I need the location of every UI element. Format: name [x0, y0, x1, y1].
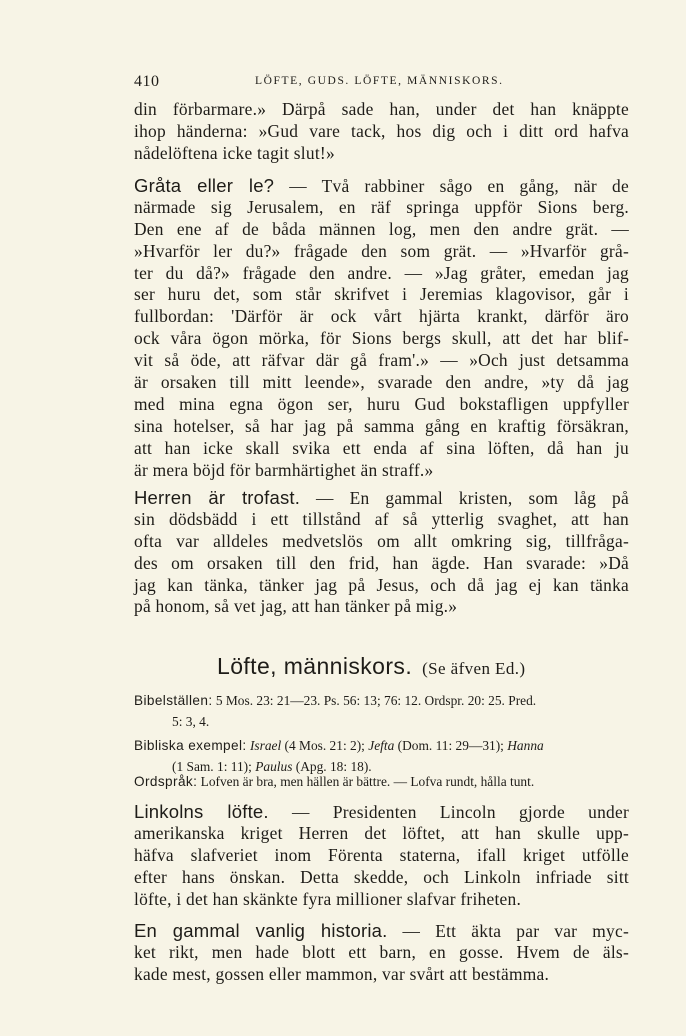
section-first-line: Gråta eller le? — Två rabbiner sågo en gång, när de	[134, 175, 629, 196]
reference-line: (1 Sam. 1: 11); Paulus (Apg. 18: 18).	[172, 759, 372, 774]
text-line: kade mest, gossen eller mammon, var svårt att bestämma.	[134, 963, 550, 984]
text-line: på honom, så vet jag, att han tänker på mig.»	[134, 596, 458, 617]
section-herren-ar-trofast	[134, 487, 629, 618]
main-heading	[217, 653, 525, 680]
text-line: jag kan tänka, tänker jag på Jesus, och då jag ej kan tänka	[134, 574, 629, 595]
section-title: Linkolns löfte.	[134, 801, 269, 822]
ordsprak-block	[134, 771, 644, 792]
page-number: 410	[134, 73, 160, 90]
section-grata-eller-le	[134, 175, 629, 481]
section-title: En gammal vanlig historia.	[134, 920, 388, 941]
reference-line: Ordspråk: Lofven är bra, men hällen är bättre. — Lofva rundt, hålla tunt.	[134, 774, 535, 789]
text-line: ock våra ögon mörka, för Sions bergs skull, att det har blif-	[134, 328, 629, 349]
text-line: vit så öde, att räfvar där gå fram'.» — »Och just detsamma	[134, 350, 629, 371]
text-line: löfte, i det han skänkte fyra millioner slafvar friheten.	[134, 888, 522, 909]
text-line: med mina egna ögon ser, huru Gud bokstafligen uppfyller	[134, 393, 629, 414]
section-first-line: En gammal vanlig historia. — Ett äkta par var myc-	[134, 920, 629, 941]
see-also-note: (Se äfven Ed.)	[422, 659, 526, 678]
reference-line: Bibelställen: 5 Mos. 23: 21—23. Ps. 56: 13; 76: 12. Ordspr. 20: 25. Pred.	[134, 693, 537, 708]
text-line: är orsaken till mitt leende», svarade den andre, »ty då jag	[134, 372, 629, 393]
text-line: din förbarmare.» Därpå sade han, under det han knäppte	[134, 99, 629, 119]
text-line: nådelöftena icke tagit slut!»	[134, 142, 335, 163]
reference-line: 5: 3, 4.	[172, 714, 210, 729]
text-line: sin dödsbädd i ett tillstånd af så ytterlig svaghet, att han	[134, 508, 629, 529]
section-title: Gråta eller le?	[134, 175, 275, 196]
text-line: »Hvarför ler du?» frågade den som grät. — »Hvarför grå-	[134, 240, 629, 261]
text-line: Den ene af de båda männen log, men den andre grät. —	[134, 218, 629, 239]
exempel-label: Bibliska exempel:	[134, 738, 247, 753]
paragraph-continuation	[134, 99, 629, 165]
section-first-line: Herren är trofast. — En gammal kristen, som låg på	[134, 487, 629, 508]
section-en-gammal-vanlig-historia	[134, 920, 629, 986]
text-line: ofta var alldeles medvetslös om allt omkring sig, tillfråga-	[134, 530, 629, 551]
text-line: är mera böjd för barmhärtighet än straff.»	[134, 459, 434, 480]
text-line: sina hotelser, så har jag på samma gång en kraftig försäkran,	[134, 415, 629, 436]
section-first-line: Linkolns löfte. — Presidenten Lincoln gjorde under	[134, 801, 629, 822]
running-title: LÖFTE, GUDS. LÖFTE, MÄNNISKORS.	[255, 75, 504, 87]
text-line: häfva slafveriet inom Förenta staterna, ifall kriget utfölle	[134, 844, 629, 865]
text-line: des om orsaken till den frid, han ägde. Han svarade: »Då	[134, 552, 629, 573]
ordsprak-label: Ordspråk:	[134, 774, 198, 789]
reference-line: Bibliska exempel: Israel (4 Mos. 21: 2); Jefta (Dom. 11: 29—31); Hanna	[134, 738, 544, 753]
text-line: ihop händerna: »Gud vare tack, hos dig och i ditt ord hafva	[134, 120, 629, 141]
text-line: amerikanska kriget Herren det löftet, att han skulle upp-	[134, 822, 629, 843]
text-line: att han icke skall svika ett enda af sina löften, då han ju	[134, 437, 629, 458]
text-line: efter hans önskan. Detta skedde, och Linkoln infriade sitt	[134, 866, 629, 887]
bibelstallen-label: Bibelställen:	[134, 693, 213, 708]
text-line: fullbordan: 'Därför är ock vårt hjärta krankt, därför äro	[134, 306, 629, 327]
bibelstallen-block	[134, 690, 644, 732]
text-line: ket rikt, men hade blott ett barn, en gosse. Hvem de äls-	[134, 941, 629, 962]
main-heading-title: Löfte, människors.	[217, 653, 413, 679]
text-line: ter du då?» frågade den andre. — »Jag gråter, emedan jag	[134, 262, 629, 283]
text-line: ser huru det, som står skrifvet i Jeremias klagovisor, går i	[134, 284, 629, 305]
section-linkolns-lofte	[134, 801, 629, 910]
section-title: Herren är trofast.	[134, 487, 301, 508]
text-line: närmade sig Jerusalem, en räf springa uppför Sions berg.	[134, 196, 629, 217]
